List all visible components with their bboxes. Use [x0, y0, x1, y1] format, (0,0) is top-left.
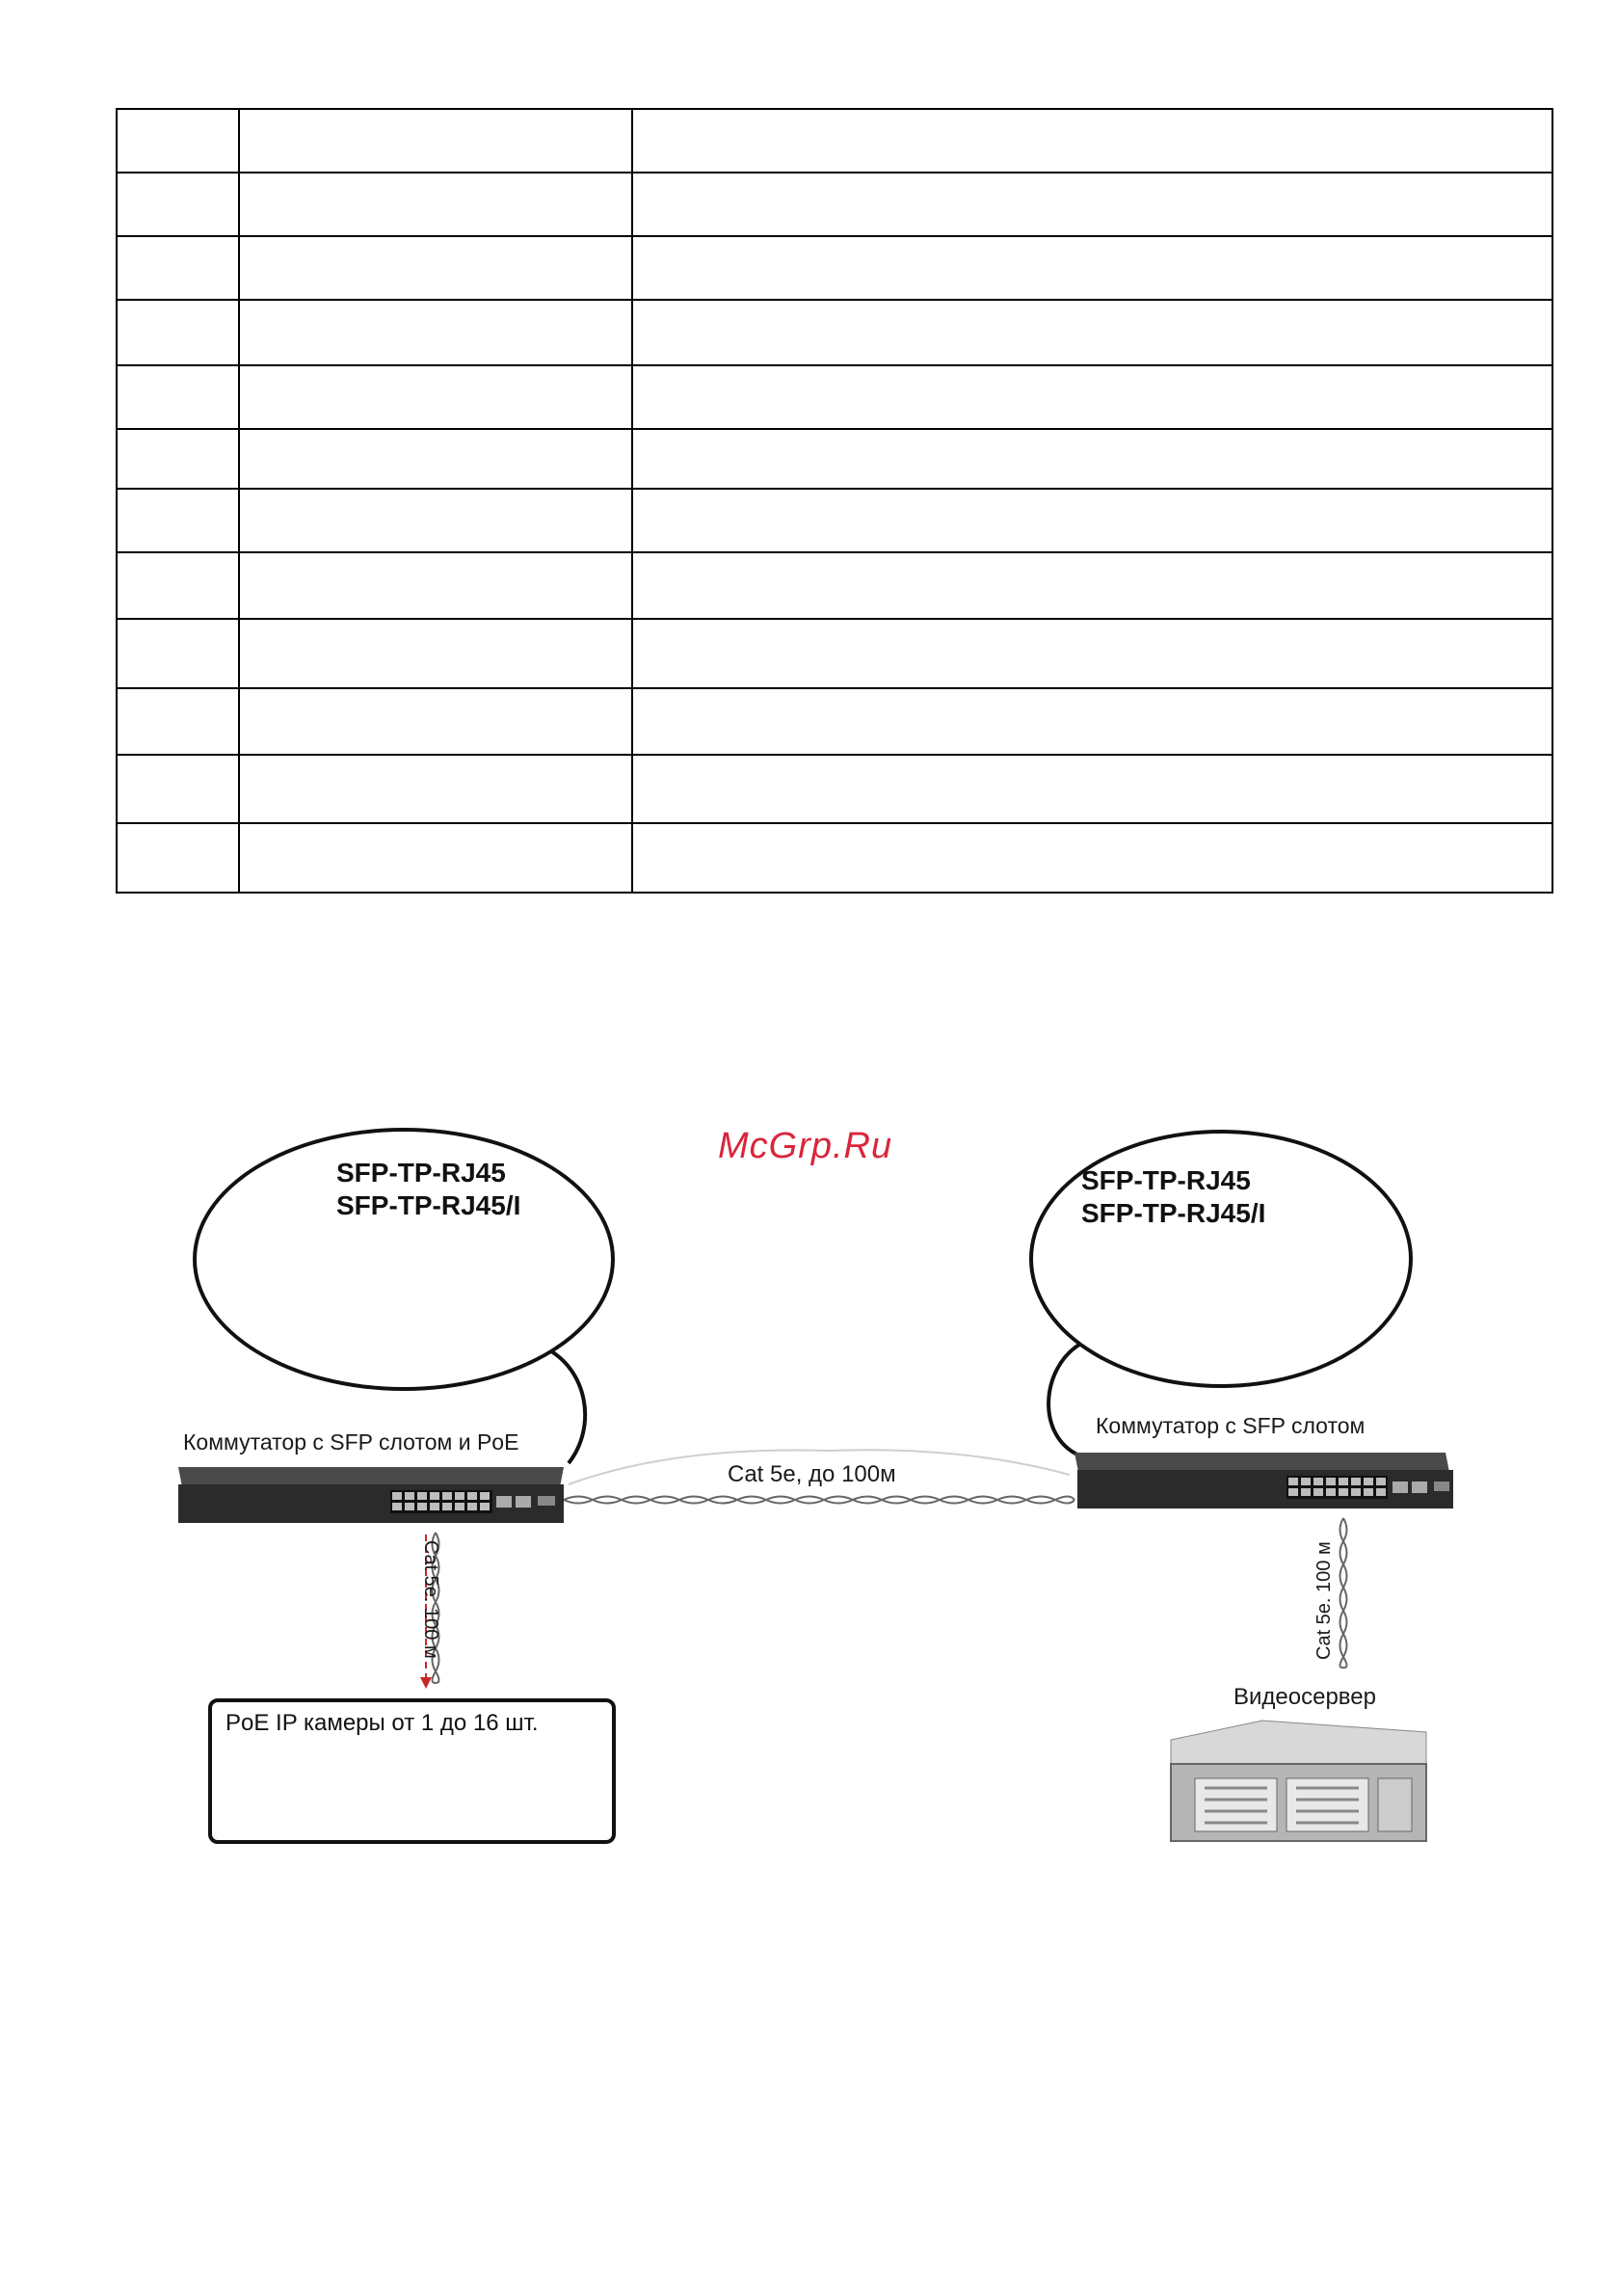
cameras-label: PoE IP камеры от 1 до 16 шт.	[225, 1710, 539, 1736]
switch-right	[1074, 1453, 1453, 1508]
switch-port	[1339, 1478, 1348, 1485]
sfp-bubble-right-title	[1081, 1164, 1265, 1230]
switch-port	[405, 1503, 414, 1510]
cable-mid-label: Cat 5e, до 100м	[728, 1461, 896, 1487]
cameras-box	[208, 1698, 616, 1844]
sfp-left-model-2: SFP-TP-RJ45/I	[336, 1190, 521, 1220]
switch-left-label: Коммутатор с SFP слотом и PoE	[183, 1429, 519, 1455]
switch-port	[455, 1492, 464, 1500]
switch-port	[1364, 1488, 1373, 1496]
sfp-left-model-1: SFP-TP-RJ45	[336, 1158, 506, 1188]
server-label: Видеосервер	[1233, 1684, 1376, 1710]
switch-port	[392, 1492, 402, 1500]
switch-port	[417, 1492, 427, 1500]
switch-port	[455, 1503, 464, 1510]
switch-port	[430, 1492, 439, 1500]
switch-port	[1376, 1488, 1386, 1496]
sfp-bubble-left	[193, 1128, 615, 1391]
watermark: McGrp.Ru	[718, 1126, 893, 1166]
switch-port	[1376, 1478, 1386, 1485]
switch-port	[1313, 1488, 1323, 1496]
switch-right-label: Коммутатор с SFP слотом	[1096, 1413, 1366, 1438]
switch-port	[1351, 1478, 1361, 1485]
switch-port	[467, 1492, 477, 1500]
sfp-right-model-2: SFP-TP-RJ45/I	[1081, 1198, 1266, 1228]
switch-port	[1364, 1478, 1373, 1485]
switch-port	[430, 1503, 439, 1510]
switch-port	[480, 1503, 490, 1510]
switch-port	[1288, 1488, 1298, 1496]
switch-port	[1326, 1488, 1336, 1496]
switch-port	[1351, 1488, 1361, 1496]
switch-port	[417, 1503, 427, 1510]
switch-port	[480, 1492, 490, 1500]
switch-port	[1301, 1478, 1311, 1485]
switch-port	[1313, 1478, 1323, 1485]
switch-port	[405, 1492, 414, 1500]
video-server	[1171, 1721, 1426, 1841]
sfp-right-model-1: SFP-TP-RJ45	[1081, 1165, 1251, 1195]
bubble-left-connector	[544, 1348, 585, 1463]
switch-port	[467, 1503, 477, 1510]
switch-port	[442, 1492, 452, 1500]
sfp-bubble-right	[1029, 1130, 1413, 1388]
switch-port	[1301, 1488, 1311, 1496]
cable-right-label: Cat 5e. 100 м	[1313, 1541, 1335, 1660]
switch-port	[1288, 1478, 1298, 1485]
sfp-bubble-left-title	[336, 1157, 520, 1222]
cable-left-label: Cat 5e. 100 м	[420, 1540, 441, 1659]
switch-port	[1339, 1488, 1348, 1496]
switch-port	[1326, 1478, 1336, 1485]
switch-port	[442, 1503, 452, 1510]
switch-left	[178, 1467, 564, 1523]
switch-port	[392, 1503, 402, 1510]
bubble-right-connector	[1048, 1345, 1079, 1455]
cable-right	[1340, 1518, 1347, 1668]
